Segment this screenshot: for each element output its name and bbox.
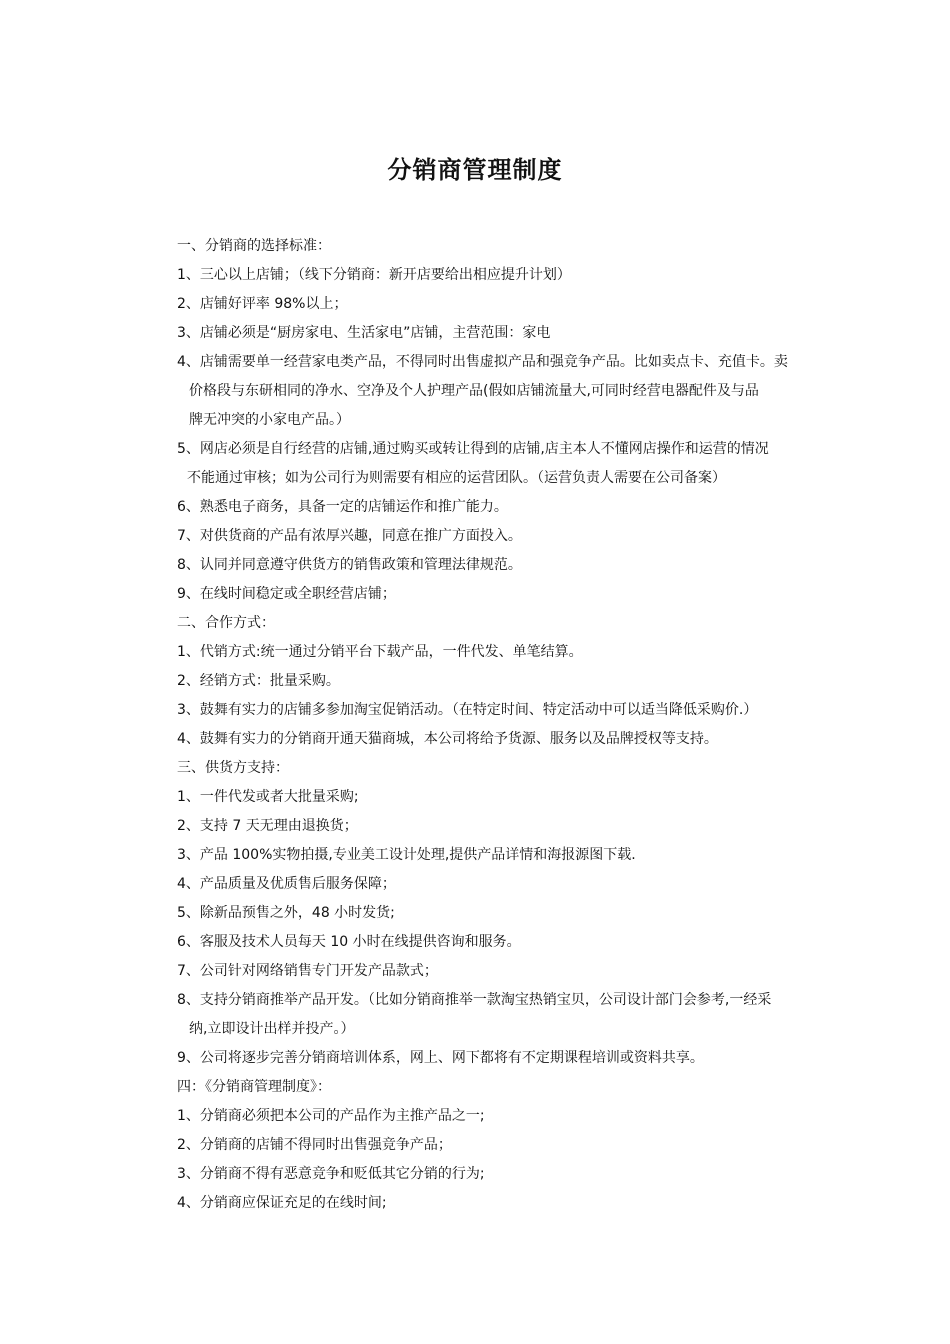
list-item: 5、除新品预售之外，48 小时发货; <box>177 905 395 921</box>
list-item: 5、网店必须是自行经营的店铺,通过购买或转让得到的店铺,店主本人不懂网店操作和运营的情况 <box>177 441 769 457</box>
list-item-continuation: 牌无冲突的小家电产品。） <box>189 412 350 428</box>
section-heading-4: 四：《分销商管理制度》： <box>177 1079 331 1095</box>
list-item: 8、支持分销商推举产品开发。（比如分销商推举一款淘宝热销宝贝，公司设计部门会参考,一经采 <box>177 992 772 1008</box>
list-item: 2、支持 7 天无理由退换货； <box>177 818 358 834</box>
list-item: 8、认同并同意遵守供货方的销售政策和管理法律规范。 <box>177 557 522 573</box>
list-item: 2、经销方式：批量采购。 <box>177 673 340 689</box>
list-item: 3、产品 100%实物拍摄,专业美工设计处理,提供产品详情和海报源图下载. <box>177 847 636 863</box>
list-item: 2、店铺好评率 98%以上； <box>177 296 348 312</box>
document-title: 分销商管理制度 <box>387 156 563 184</box>
list-item: 4、产品质量及优质售后服务保障； <box>177 876 396 892</box>
list-item: 7、公司针对网络销售专门开发产品款式； <box>177 963 438 979</box>
list-item: 9、公司将逐步完善分销商培训体系，网上、网下都将有不定期课程培训或资料共享。 <box>177 1050 704 1066</box>
list-item-continuation: 不能通过审核；如为公司行为则需要有相应的运营团队。（运营负责人需要在公司备案） <box>187 470 726 486</box>
list-item: 6、熟悉电子商务，具备一定的店铺运作和推广能力。 <box>177 499 508 515</box>
section-heading-1: 一、分销商的选择标准： <box>177 238 331 254</box>
list-item: 4、鼓舞有实力的分销商开通天猫商城，本公司将给予货源、服务以及品牌授权等支持。 <box>177 731 718 747</box>
document-body <box>177 232 817 1218</box>
list-item: 3、鼓舞有实力的店铺多参加淘宝促销活动。（在特定时间、特定活动中可以适当降低采购价.） <box>177 702 758 718</box>
list-item-continuation: 纳,立即设计出样并投产。） <box>189 1021 355 1037</box>
list-item-continuation: 价格段与东研相同的净水、空净及个人护理产品(假如店铺流量大,可同时经营电器配件及与品 <box>189 383 759 399</box>
list-item: 1、一件代发或者大批量采购; <box>177 789 359 805</box>
list-item: 3、分销商不得有恶意竞争和贬低其它分销的行为; <box>177 1166 485 1182</box>
list-item: 9、在线时间稳定或全职经营店铺； <box>177 586 396 602</box>
list-item: 1、三心以上店铺；（线下分销商：新开店要给出相应提升计划） <box>177 267 571 283</box>
list-item: 4、店铺需要单一经营家电类产品，不得同时出售虚拟产品和强竞争产品。比如卖点卡、充值卡。卖 <box>177 354 788 370</box>
list-item: 4、分销商应保证充足的在线时间; <box>177 1195 387 1211</box>
list-item: 1、代销方式:统一通过分销平台下载产品，一件代发、单笔结算。 <box>177 644 583 660</box>
section-heading-2: 二、合作方式： <box>177 615 275 631</box>
list-item: 7、对供货商的产品有浓厚兴趣，同意在推广方面投入。 <box>177 528 522 544</box>
section-heading-3: 三、供货方支持： <box>177 760 289 776</box>
list-item: 6、客服及技术人员每天 10 小时在线提供咨询和服务。 <box>177 934 521 950</box>
list-item: 2、分销商的店铺不得同时出售强竞争产品； <box>177 1137 452 1153</box>
list-item: 3、店铺必须是“厨房家电、生活家电”店铺，主营范围：家电 <box>177 325 551 341</box>
list-item: 1、分销商必须把本公司的产品作为主推产品之一; <box>177 1108 485 1124</box>
